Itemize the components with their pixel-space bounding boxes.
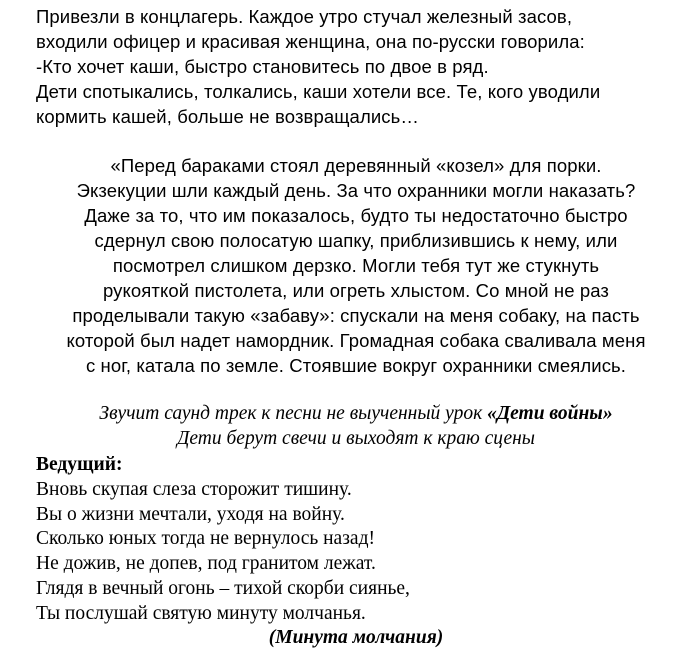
verse-line: Не дожив, не допев, под гранитом лежат.	[36, 553, 376, 575]
verse-line: Ты послушай святую минуту молчанья.	[36, 602, 366, 624]
intro-paragraph	[36, 4, 676, 129]
quote-line: проделывали такую «забаву»: спускали на меня собаку, на пасть	[72, 305, 640, 326]
quote-line: Даже за то, что им показалось, будто ты недостаточно быстро	[84, 205, 628, 226]
quote-paragraph	[30, 153, 682, 378]
quote-line: с ног, катала по земле. Стоявшие вокруг охранники смеялись.	[85, 355, 627, 376]
intro-line: -Кто хочет каши, быстро становитесь по двое в ряд.	[36, 56, 489, 77]
quote-line: сдернул свою полосатую шапку, приблизившись к нему, или	[94, 230, 618, 251]
speaker-label: Ведущий:	[36, 454, 123, 475]
lead-section	[36, 453, 676, 627]
stage-direction	[30, 402, 682, 452]
song-title: «Дети войны»	[487, 403, 613, 424]
quote-line: которой был надет намордник. Громадная собака сваливала меня	[66, 330, 646, 351]
quote-line: рукояткой пистолета, или огреть хлыстом. Со мной не раз	[102, 280, 609, 301]
verse-line: Вновь скупая слеза сторожит тишину.	[36, 478, 352, 500]
intro-line: Дети спотыкались, толкались, каши хотели все. Те, кого уводили	[36, 81, 601, 102]
closing-direction: (Минута молчания)	[268, 627, 444, 648]
stage-direction-line	[30, 402, 682, 427]
intro-line: Привезли в концлагерь. Каждое утро стучал железный засов,	[36, 6, 573, 27]
stage-direction-text: Звучит саунд трек к песни не выученный урок	[99, 403, 488, 424]
intro-line: кормить кашей, больше не возвращались…	[36, 106, 419, 127]
verse-line: Вы о жизни мечтали, уходя на войну.	[36, 503, 345, 525]
quote-line: Экзекуции шли каждый день. За что охранники могли наказать?	[76, 180, 636, 201]
stage-direction-line: Дети берут свечи и выходят к краю сцены	[176, 427, 536, 449]
intro-line: входили офицер и красивая женщина, она по-русски говорила:	[36, 31, 585, 52]
verse-line: Сколько юных тогда не вернулось назад!	[36, 528, 375, 550]
verse-line: Глядя в вечный огонь – тихой скорби сиянье,	[36, 577, 410, 599]
quote-line: «Перед бараками стоял деревянный «козел» для порки.	[110, 155, 602, 176]
quote-line: посмотрел слишком дерзко. Могли тебя тут же стукнуть	[112, 255, 600, 276]
